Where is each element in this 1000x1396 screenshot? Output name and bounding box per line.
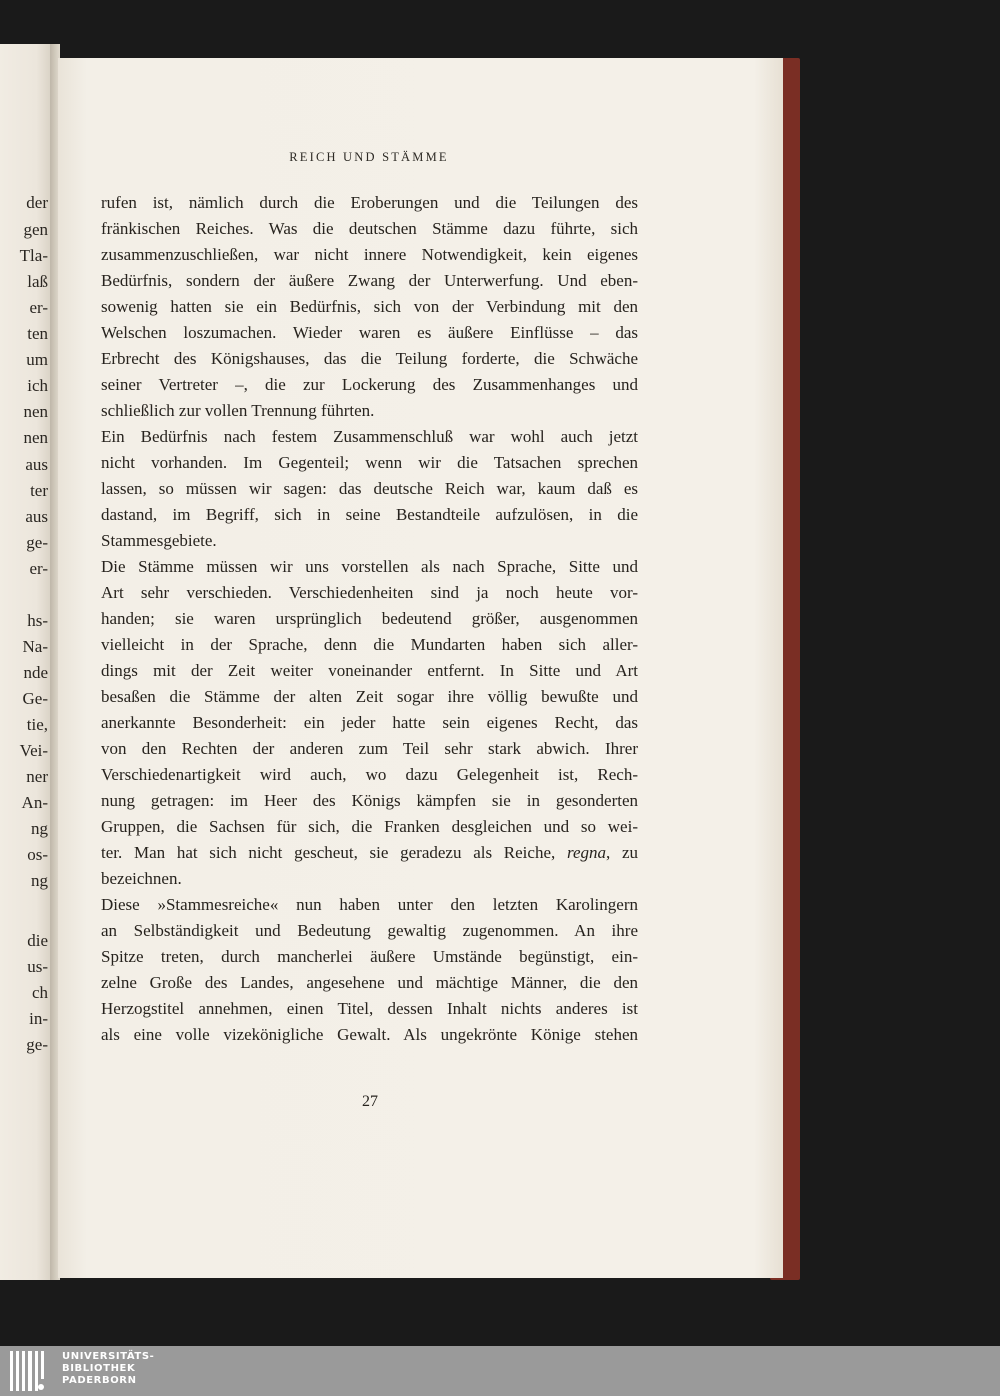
left-page-fragment: Vei-: [19, 741, 48, 760]
text-line: als eine volle vizekönigliche Gewalt. Als ungekrönte Könige stehen: [101, 1025, 638, 1044]
text-line: Welschen loszumachen. Wieder waren es äußere Einflüsse – das: [101, 323, 638, 342]
text-line: handen; sie waren ursprünglich bedeutend größer, ausgenommen: [101, 609, 638, 628]
left-page-fragment: gen: [23, 220, 48, 239]
text-line: dastand, im Begriff, sich in seine Bestandteile aufzulösen, in die: [101, 505, 638, 524]
text-line: nung getragen: im Heer des Königs kämpfen sie in gesonderten: [101, 791, 638, 810]
text-line: von den Rechten der anderen zum Teil sehr stark abwich. Ihrer: [101, 739, 638, 758]
text-line: nicht vorhanden. Im Gegenteil; wenn wir die Tatsachen sprechen: [101, 453, 638, 472]
text-line: anerkannte Besonderheit: ein jeder hatte sein eigenes Recht, das: [101, 713, 638, 732]
left-page-fragment: ter: [30, 481, 48, 500]
left-page-fragment: ge-: [26, 1035, 48, 1054]
left-page-fragment: ge-: [26, 533, 48, 552]
left-page-fragment: os-: [27, 845, 48, 864]
text-line: zelne Große des Landes, angesehene und mächtige Männer, die den: [101, 973, 638, 992]
left-page-fragment: nen: [23, 402, 48, 421]
library-logo-text: [62, 1351, 172, 1387]
left-page-fragment: hs-: [27, 611, 48, 630]
text-fragment: , zu: [606, 843, 639, 862]
text-line: Stammesgebiete.: [101, 531, 217, 550]
left-page-fragment: nen: [23, 428, 48, 447]
left-page-fragment: aus: [25, 507, 48, 526]
logo-line: BIBLIOTHEK: [62, 1363, 136, 1374]
text-line: Erbrecht des Königshauses, das die Teilung forderte, die Schwäche: [101, 349, 638, 368]
text-line: Ein Bedürfnis nach festem Zusammenschluß war wohl auch jetzt: [101, 427, 638, 446]
text-line: vielleicht in der Sprache, denn die Mundarten haben sich aller-: [101, 635, 638, 654]
text-fragment: ter. Man hat sich nicht gescheut, sie geradezu als Reiche,: [101, 843, 556, 862]
text-line-with-italic: [101, 840, 638, 866]
text-line: Die Stämme müssen wir uns vorstellen als nach Sprache, Sitte und: [101, 557, 638, 576]
text-line: schließlich zur vollen Trennung führten.: [101, 401, 375, 420]
logo-line: PADERBORN: [62, 1375, 137, 1386]
left-page-fragment: in-: [29, 1009, 48, 1028]
left-page-fragment: ng: [31, 819, 48, 838]
text-line: Diese »Stammesreiche« nun haben unter den letzten Karolingern: [101, 895, 638, 914]
text-line: Bedürfnis, sondern der äußere Zwang der Unterwerfung. Und eben-: [101, 271, 638, 290]
running-head: REICH UND STÄMME: [289, 150, 449, 164]
left-page-fragment: er-: [29, 298, 48, 317]
body-text: [101, 190, 638, 1048]
left-page-fragment: An-: [21, 793, 48, 812]
left-page-fragment: die: [27, 931, 48, 950]
left-page-fragment: us-: [27, 957, 48, 976]
left-page-fragment: ng: [31, 871, 48, 890]
text-line: besaßen die Stämme der alten Zeit sogar ihre völlig bewußte und: [101, 687, 638, 706]
left-page-fragment: aus: [25, 455, 48, 474]
text-line: Art sehr verschieden. Verschiedenheiten sind ja noch heute vor-: [101, 583, 638, 602]
page-number: 27: [362, 1093, 378, 1110]
logo-line: UNIVERSITÄTS-: [62, 1351, 155, 1362]
left-page-fragment: er-: [29, 559, 48, 578]
left-page-fragment: ner: [26, 767, 48, 786]
left-page-fragment: Tla-: [19, 246, 48, 265]
text-line: Spitze treten, durch mancherlei äußere Umstände begünstigt, ein-: [101, 947, 638, 966]
logo-dot-icon: [38, 1384, 44, 1390]
text-line: lassen, so müssen wir sagen: das deutsche Reich war, kaum daß es: [101, 479, 638, 498]
text-line: zusammenzuschließen, war nicht innere Notwendigkeit, kein eigenes: [101, 245, 638, 264]
left-page-fragment: tie,: [26, 715, 48, 734]
left-page-fragment: Na-: [22, 637, 48, 656]
text-line: sowenig hatten sie ein Bedürfnis, sich von der Verbindung mit den: [101, 297, 638, 316]
text-line: dings mit der Zeit weiter voneinander entfernt. In Sitte und Art: [101, 661, 638, 680]
text-line: Gruppen, die Sachsen für sich, die Franken desgleichen und so wei-: [101, 817, 638, 836]
text-line: seiner Vertreter –, die zur Lockerung des Zusammenhanges und: [101, 375, 638, 394]
left-page-fragment: der: [26, 193, 48, 212]
left-page: [0, 44, 52, 1280]
left-page-fragment: Ge-: [22, 689, 48, 708]
text-line: fränkischen Reiches. Was die deutschen Stämme dazu führte, sich: [101, 219, 638, 238]
left-page-fragment: ch: [31, 983, 48, 1002]
text-line: bezeichnen.: [101, 869, 182, 888]
left-page-fragment: nde: [23, 663, 48, 682]
left-page-fragment: ten: [27, 324, 48, 343]
left-page-fragment: laß: [27, 272, 48, 291]
left-page-fragment: um: [26, 350, 48, 369]
library-logo-icon: [10, 1351, 50, 1391]
left-page-fragment: ich: [27, 376, 48, 395]
text-line: an Selbständigkeit und Bedeutung gewaltig zugenommen. An ihre: [101, 921, 638, 940]
text-line: Verschiedenartigkeit wird auch, wo dazu Gelegenheit ist, Rech-: [101, 765, 638, 784]
text-line: Herzogstitel annehmen, einen Titel, dessen Inhalt nichts anderes ist: [101, 999, 638, 1018]
italic-word: regna: [566, 843, 606, 862]
text-line: rufen ist, nämlich durch die Eroberungen und die Teilungen des: [101, 193, 638, 212]
